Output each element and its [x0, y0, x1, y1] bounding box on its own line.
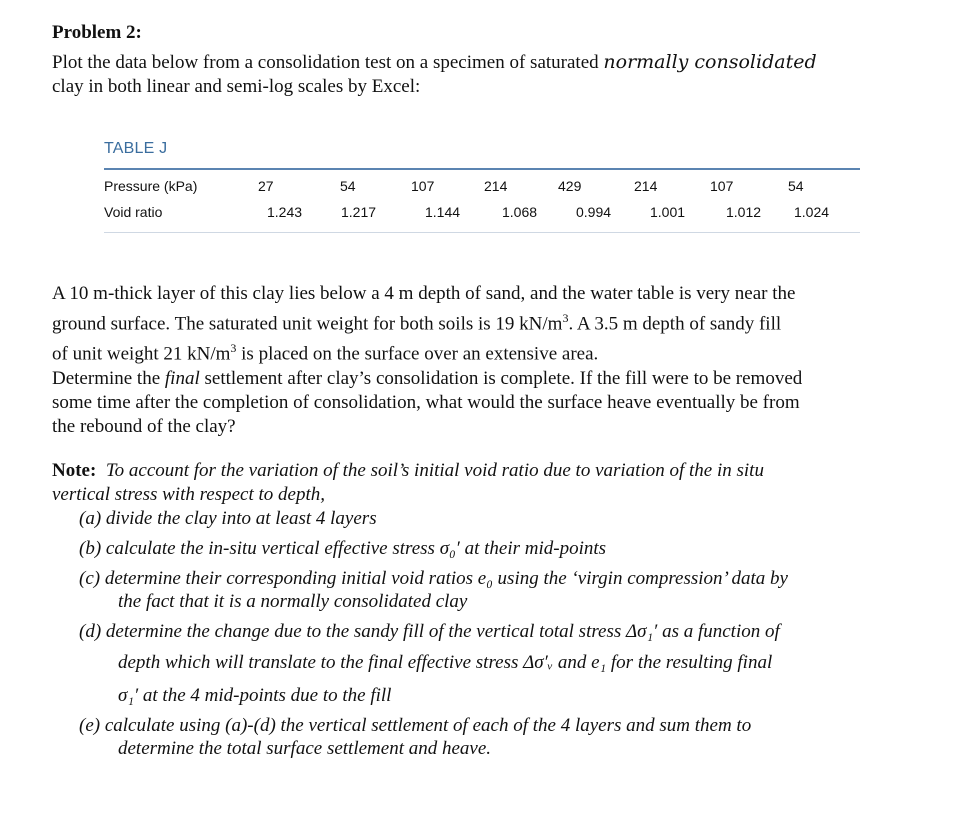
statement-line: of unit weight 21 kN/m [52, 343, 231, 365]
step-text: at their mid-points [459, 538, 607, 559]
step-text: for the resulting final [606, 652, 773, 673]
intro-emphasis: normally consolidated [603, 51, 817, 73]
sigma1-symbol: σ₁′ [118, 685, 139, 706]
step-d [79, 620, 932, 707]
step-text: depth which will translate to the final effective stress [118, 652, 524, 673]
step-c [79, 567, 932, 613]
void-cell: 1.217 [341, 204, 377, 220]
statement-line: A 10 m-thick layer of this clay lies below a 4 m depth of sand, and the water table is very near the [52, 283, 796, 304]
void-label: Void ratio [104, 204, 163, 220]
statement-line: Determine the [52, 367, 165, 389]
delta-sigma-v-symbol: Δσ′ᵥ [523, 652, 554, 673]
pressure-cell: 27 [258, 178, 274, 194]
step-a [79, 507, 932, 530]
problem-title: Problem 2: [52, 22, 142, 43]
intro-text-a: Plot the data below from a consolidation test on a specimen of saturated [52, 52, 604, 73]
pressure-cell: 107 [411, 178, 435, 194]
problem-statement [52, 282, 932, 439]
superscript: 3 [230, 341, 237, 356]
step-d-line3 [79, 684, 932, 707]
pressure-cell: 429 [558, 178, 582, 194]
table-bottom-rule [104, 232, 860, 233]
problem-block [52, 22, 932, 99]
note-intro [52, 459, 932, 507]
delta-sigma-symbol: Δσ₁′ [626, 621, 658, 642]
void-cell: 1.068 [502, 204, 538, 220]
note-line: vertical stress with respect to depth, [52, 484, 325, 505]
e1-symbol: e₁ [591, 652, 607, 673]
statement-line: the rebound of the clay? [52, 415, 236, 437]
statement-line: some time after the completion of consolidation, what would the surface heave eventually be from [52, 391, 800, 413]
problem-intro [52, 50, 932, 99]
step-text: (b) calculate the in-situ vertical effective stress [79, 538, 440, 559]
step-text: (d) determine the change due to the sandy fill of the vertical total stress [79, 621, 627, 642]
void-cell: 1.243 [267, 204, 303, 220]
data-table [104, 140, 860, 233]
statement-emphasis: final [164, 367, 200, 389]
note-block [52, 459, 932, 760]
note-steps [52, 507, 932, 760]
table-top-rule [104, 168, 860, 170]
pressure-cell: 54 [788, 178, 804, 194]
void-cell: 1.144 [425, 204, 461, 220]
pressure-label: Pressure (kPa) [104, 178, 198, 194]
step-text: (e) calculate using (a)-(d) the vertical settlement of each of the 4 layers and sum them to [79, 715, 752, 736]
superscript: 3 [562, 311, 569, 325]
intro-text-b: clay in both linear and semi-log scales by Excel: [52, 76, 421, 97]
void-cell: 0.994 [576, 204, 612, 220]
step-text: at the 4 mid-points due to the fill [138, 685, 392, 706]
pressure-cell: 107 [710, 178, 734, 194]
note-lead: Note: [52, 460, 97, 481]
statement-line: . A 3.5 m depth of sandy fill [568, 313, 782, 335]
pressure-cell: 54 [340, 178, 356, 194]
pressure-row [104, 178, 860, 204]
table-title: TABLE J [104, 140, 168, 157]
step-d-line2 [79, 651, 932, 674]
step-b [79, 537, 932, 560]
pressure-cell: 214 [484, 178, 508, 194]
note-line: To account for the variation of the soil’s initial void ratio due to variation of the in situ [105, 460, 764, 481]
statement-line: is placed on the surface over an extensive area. [236, 343, 599, 365]
step-text: (c) determine their corresponding initial void ratios e₀ using the ‘virgin compression’ data by [79, 568, 788, 589]
step-e [79, 714, 932, 760]
step-text: and [553, 652, 592, 673]
statement-line: settlement after clay’s consolidation is complete. If the fill were to be removed [199, 367, 803, 389]
statement-line: ground surface. The saturated unit weight for both soils is 19 kN/m [52, 313, 563, 335]
step-text: determine the total surface settlement and heave. [118, 738, 492, 759]
step-text: the fact that it is a normally consolidated clay [118, 591, 468, 612]
statement-text [52, 282, 932, 439]
void-cell: 1.012 [726, 204, 762, 220]
pressure-cell: 214 [634, 178, 658, 194]
void-row [104, 204, 860, 230]
step-text: as a function of [657, 621, 780, 642]
void-cell: 1.001 [650, 204, 686, 220]
sigma-symbol: σ₀′ [439, 538, 460, 559]
void-cell: 1.024 [794, 204, 830, 220]
step-text: (a) divide the clay into at least 4 layers [79, 508, 377, 529]
